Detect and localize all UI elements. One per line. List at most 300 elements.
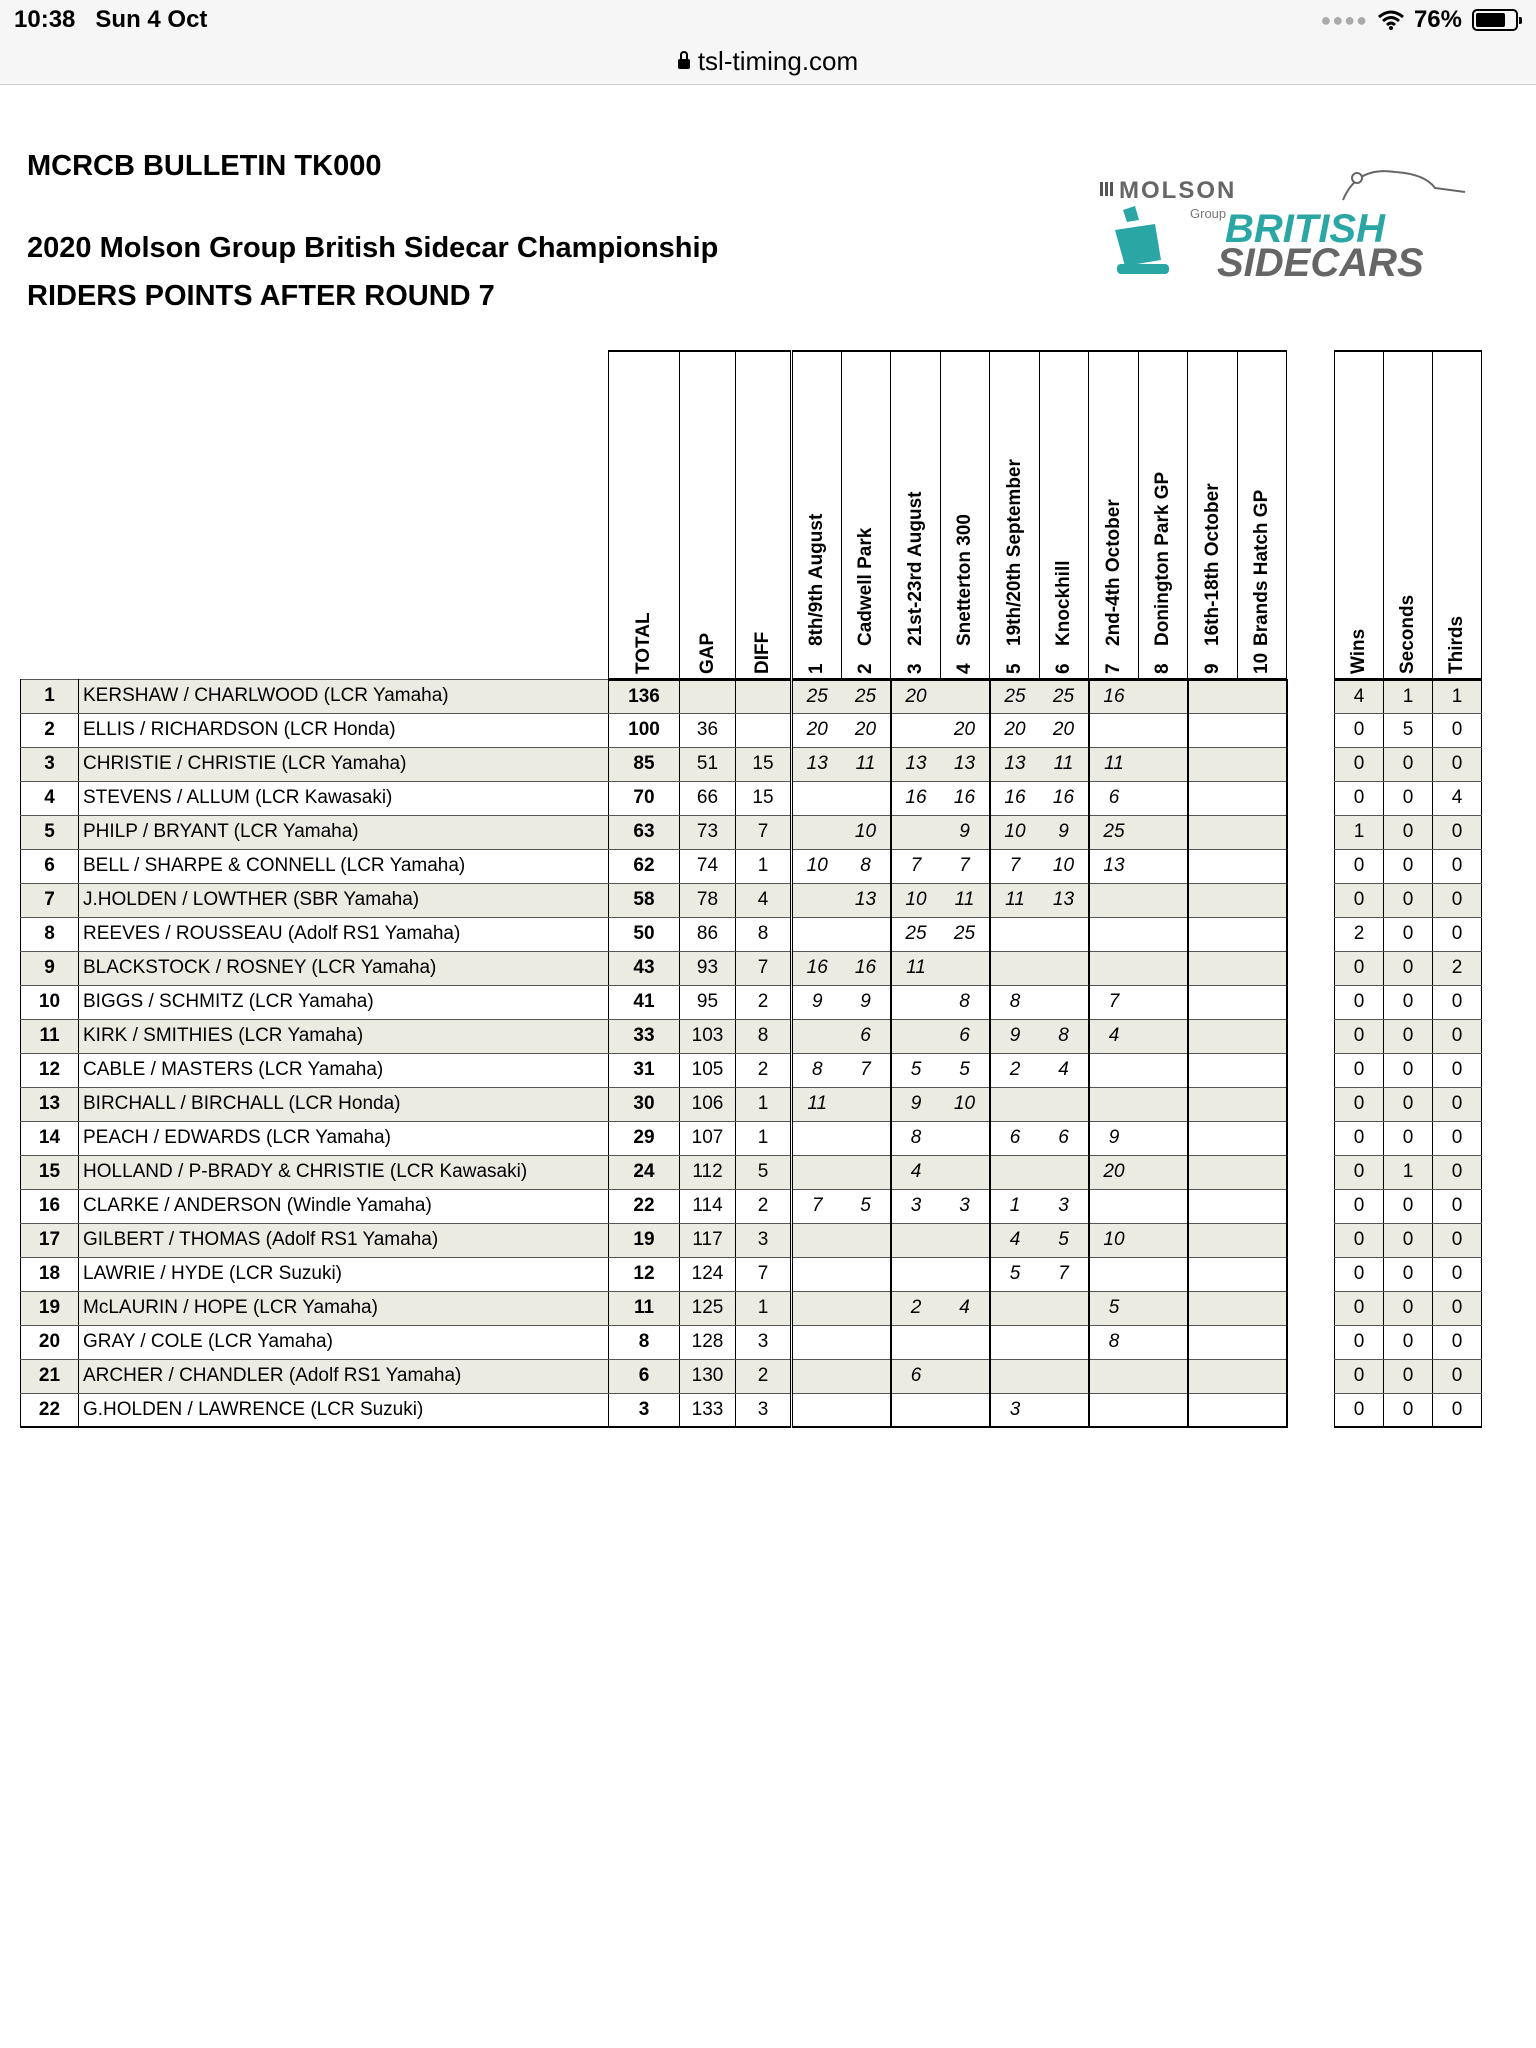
round-5-points-cell: 9 [990,1019,1040,1053]
seconds-cell: 0 [1384,781,1433,815]
round-2-points-cell [842,1121,891,1155]
round-2-points-cell: 10 [842,815,891,849]
lock-icon [678,59,690,69]
round-3-points-cell: 2 [891,1291,941,1325]
wins-cell: 0 [1335,713,1384,747]
round-2-points-cell: 13 [842,883,891,917]
gap-cell [680,679,736,713]
gap-cell: 114 [680,1189,736,1223]
gap-cell: 66 [680,781,736,815]
round-10-points-cell [1238,1121,1287,1155]
thirds-cell: 0 [1433,713,1482,747]
round-4-points-cell: 16 [941,781,990,815]
round-2-points-cell [842,1087,891,1121]
round-9-points-cell [1188,815,1238,849]
total-points-cell: 100 [609,713,680,747]
position-cell: 13 [21,1087,79,1121]
thirds-cell: 0 [1433,985,1482,1019]
round-6-points-cell [1040,1291,1089,1325]
round-3-points-cell: 16 [891,781,941,815]
rider-name-cell: BIGGS / SCHMITZ (LCR Yamaha) [79,985,609,1019]
standings-table [20,350,1482,1428]
wins-cell: 0 [1335,1053,1384,1087]
table-row [21,1359,1482,1393]
round-8-points-cell [1139,985,1188,1019]
round-8-points-cell [1139,951,1188,985]
round-1-points-cell: 13 [792,747,842,781]
total-points-cell: 50 [609,917,680,951]
wins-cell: 0 [1335,883,1384,917]
round-8-points-cell [1139,1257,1188,1291]
round-5-points-cell: 7 [990,849,1040,883]
round-1-points-cell [792,883,842,917]
round-8-points-cell [1139,1121,1188,1155]
col-wins: Wins [1335,351,1384,679]
col-round-3: 321st-23rd August [891,351,941,679]
round-8-points-cell [1139,1325,1188,1359]
gap-cell: 133 [680,1393,736,1427]
gap-cell: 125 [680,1291,736,1325]
round-5-points-cell [990,1291,1040,1325]
round-5-points-cell: 25 [990,679,1040,713]
thirds-cell: 0 [1433,1189,1482,1223]
round-4-points-cell [941,1359,990,1393]
round-7-points-cell [1089,1189,1139,1223]
wins-cell: 0 [1335,1359,1384,1393]
position-cell: 18 [21,1257,79,1291]
round-4-points-cell: 9 [941,815,990,849]
round-4-points-cell: 13 [941,747,990,781]
round-5-points-cell: 16 [990,781,1040,815]
round-9-points-cell [1188,679,1238,713]
col-round-5: 519th/20th September [990,351,1040,679]
round-6-points-cell: 3 [1040,1189,1089,1223]
table-row [21,1257,1482,1291]
round-9-points-cell [1188,1053,1238,1087]
seconds-cell: 0 [1384,985,1433,1019]
round-4-points-cell [941,951,990,985]
rider-name-cell: J.HOLDEN / LOWTHER (SBR Yamaha) [79,883,609,917]
col-diff: DIFF [736,351,792,679]
thirds-cell: 0 [1433,883,1482,917]
round-4-points-cell: 4 [941,1291,990,1325]
round-10-points-cell [1238,679,1287,713]
rider-name-cell: CHRISTIE / CHRISTIE (LCR Yamaha) [79,747,609,781]
wins-cell: 0 [1335,1121,1384,1155]
round-7-points-cell: 11 [1089,747,1139,781]
wins-cell: 0 [1335,1019,1384,1053]
thirds-cell: 0 [1433,1257,1482,1291]
diff-cell: 8 [736,1019,792,1053]
round-4-points-cell [941,1393,990,1427]
round-6-points-cell: 16 [1040,781,1089,815]
round-4-points-cell: 6 [941,1019,990,1053]
col-round-1: 18th/9th August [792,351,842,679]
position-cell: 6 [21,849,79,883]
round-1-points-cell: 7 [792,1189,842,1223]
round-10-points-cell [1238,713,1287,747]
championship-title: 2020 Molson Group British Sidecar Championship [27,232,719,264]
seconds-cell: 0 [1384,1121,1433,1155]
round-3-points-cell: 4 [891,1155,941,1189]
wifi-icon [1378,10,1404,30]
rider-name-cell: BLACKSTOCK / ROSNEY (LCR Yamaha) [79,951,609,985]
table-row [21,1325,1482,1359]
diff-cell [736,679,792,713]
round-2-points-cell: 9 [842,985,891,1019]
url-text: tsl-timing.com [697,46,859,76]
round-6-points-cell [1040,1393,1089,1427]
col-round-4: 4Snetterton 300 [941,351,990,679]
round-7-points-cell: 10 [1089,1223,1139,1257]
total-points-cell: 19 [609,1223,680,1257]
wins-cell: 2 [1335,917,1384,951]
rider-name-cell: CLARKE / ANDERSON (Windle Yamaha) [79,1189,609,1223]
rider-name-cell: PEACH / EDWARDS (LCR Yamaha) [79,1121,609,1155]
diff-cell: 2 [736,1189,792,1223]
wins-cell: 4 [1335,679,1384,713]
round-3-points-cell: 13 [891,747,941,781]
total-points-cell: 22 [609,1189,680,1223]
round-10-points-cell [1238,1325,1287,1359]
round-1-points-cell: 20 [792,713,842,747]
round-5-points-cell: 10 [990,815,1040,849]
seconds-cell: 0 [1384,1359,1433,1393]
round-6-points-cell [1040,985,1089,1019]
round-8-points-cell [1139,849,1188,883]
round-1-points-cell [792,1393,842,1427]
total-points-cell: 136 [609,679,680,713]
round-1-points-cell [792,1019,842,1053]
round-3-points-cell [891,815,941,849]
round-8-points-cell [1139,1359,1188,1393]
col-round-10: 10Brands Hatch GP [1238,351,1287,679]
round-7-points-cell: 13 [1089,849,1139,883]
round-9-points-cell [1188,1019,1238,1053]
round-6-points-cell: 4 [1040,1053,1089,1087]
seconds-cell: 0 [1384,815,1433,849]
round-5-points-cell [990,917,1040,951]
total-points-cell: 63 [609,815,680,849]
round-5-points-cell: 8 [990,985,1040,1019]
thirds-cell: 0 [1433,1393,1482,1427]
round-7-points-cell: 16 [1089,679,1139,713]
position-cell: 22 [21,1393,79,1427]
header-row [21,351,1482,679]
seconds-cell: 0 [1384,1189,1433,1223]
diff-cell: 1 [736,1087,792,1121]
wins-cell: 1 [1335,815,1384,849]
round-6-points-cell: 7 [1040,1257,1089,1291]
gap-cell: 107 [680,1121,736,1155]
round-10-points-cell [1238,1053,1287,1087]
table-row [21,951,1482,985]
round-10-points-cell [1238,849,1287,883]
logo-molson: MOLSON [1119,177,1237,204]
round-5-points-cell: 3 [990,1393,1040,1427]
round-3-points-cell [891,1019,941,1053]
round-7-points-cell: 4 [1089,1019,1139,1053]
round-6-points-cell: 10 [1040,849,1089,883]
round-4-points-cell [941,679,990,713]
round-2-points-cell: 7 [842,1053,891,1087]
diff-cell: 5 [736,1155,792,1189]
rider-name-cell: LAWRIE / HYDE (LCR Suzuki) [79,1257,609,1291]
round-7-points-cell: 25 [1089,815,1139,849]
total-points-cell: 58 [609,883,680,917]
round-10-points-cell [1238,815,1287,849]
table-row [21,815,1482,849]
round-7-points-cell [1089,951,1139,985]
round-3-points-cell: 20 [891,679,941,713]
round-9-points-cell [1188,781,1238,815]
table-row [21,1019,1482,1053]
molson-british-sidecars-logo [1095,160,1475,285]
round-1-points-cell [792,917,842,951]
round-5-points-cell [990,1087,1040,1121]
round-7-points-cell [1089,1087,1139,1121]
total-points-cell: 11 [609,1291,680,1325]
thirds-cell: 0 [1433,815,1482,849]
round-9-points-cell [1188,1087,1238,1121]
round-2-points-cell [842,1359,891,1393]
round-2-points-cell: 8 [842,849,891,883]
total-points-cell: 12 [609,1257,680,1291]
total-points-cell: 85 [609,747,680,781]
gap-cell: 74 [680,849,736,883]
total-points-cell: 62 [609,849,680,883]
round-1-points-cell [792,781,842,815]
gap-cell: 36 [680,713,736,747]
round-1-points-cell [792,815,842,849]
table-row [21,1291,1482,1325]
table-row [21,713,1482,747]
round-4-points-cell: 5 [941,1053,990,1087]
round-1-points-cell [792,1291,842,1325]
total-points-cell: 29 [609,1121,680,1155]
round-7-points-cell: 9 [1089,1121,1139,1155]
round-5-points-cell: 6 [990,1121,1040,1155]
battery-percent: 76% [1413,6,1462,33]
round-6-points-cell [1040,917,1089,951]
col-round-9: 916th-18th October [1188,351,1238,679]
round-6-points-cell [1040,1155,1089,1189]
wins-cell: 0 [1335,849,1384,883]
status-time: 10:38 [14,6,76,33]
round-8-points-cell [1139,1019,1188,1053]
round-3-points-cell: 7 [891,849,941,883]
round-5-points-cell [990,1325,1040,1359]
status-date: Sun 4 Oct [95,6,208,33]
gap-cell: 124 [680,1257,736,1291]
round-2-points-cell: 6 [842,1019,891,1053]
round-8-points-cell [1139,713,1188,747]
round-7-points-cell: 6 [1089,781,1139,815]
round-9-points-cell [1188,1155,1238,1189]
diff-cell: 1 [736,849,792,883]
rider-name-cell: REEVES / ROUSSEAU (Adolf RS1 Yamaha) [79,917,609,951]
thirds-cell: 1 [1433,679,1482,713]
position-cell: 2 [21,713,79,747]
round-1-points-cell [792,1155,842,1189]
round-2-points-cell [842,1291,891,1325]
round-6-points-cell: 20 [1040,713,1089,747]
wins-cell: 0 [1335,1393,1384,1427]
round-3-points-cell: 5 [891,1053,941,1087]
round-1-points-cell [792,1257,842,1291]
position-cell: 1 [21,679,79,713]
round-3-points-cell [891,1223,941,1257]
round-4-points-cell [941,1257,990,1291]
round-9-points-cell [1188,747,1238,781]
round-1-points-cell: 16 [792,951,842,985]
round-8-points-cell [1139,1291,1188,1325]
gap-cell: 105 [680,1053,736,1087]
total-points-cell: 33 [609,1019,680,1053]
round-7-points-cell: 20 [1089,1155,1139,1189]
col-seconds: Seconds [1384,351,1433,679]
position-cell: 5 [21,815,79,849]
round-3-points-cell: 25 [891,917,941,951]
position-cell: 16 [21,1189,79,1223]
thirds-cell: 0 [1433,849,1482,883]
round-2-points-cell [842,1155,891,1189]
seconds-cell: 0 [1384,883,1433,917]
round-5-points-cell: 5 [990,1257,1040,1291]
col-round-8: 8Donington Park GP [1139,351,1188,679]
round-9-points-cell [1188,917,1238,951]
thirds-cell: 4 [1433,781,1482,815]
diff-cell: 3 [736,1223,792,1257]
gap-cell: 103 [680,1019,736,1053]
seconds-cell: 0 [1384,1087,1433,1121]
rider-name-cell: ARCHER / CHANDLER (Adolf RS1 Yamaha) [79,1359,609,1393]
round-3-points-cell: 3 [891,1189,941,1223]
status-right [1320,6,1518,34]
thirds-cell: 0 [1433,1223,1482,1257]
table-row [21,1393,1482,1427]
round-10-points-cell [1238,1291,1287,1325]
round-10-points-cell [1238,985,1287,1019]
round-6-points-cell: 9 [1040,815,1089,849]
round-3-points-cell [891,985,941,1019]
round-1-points-cell: 9 [792,985,842,1019]
col-round-6: 6Knockhill [1040,351,1089,679]
round-8-points-cell [1139,747,1188,781]
round-5-points-cell [990,1155,1040,1189]
wins-cell: 0 [1335,985,1384,1019]
round-7-points-cell: 7 [1089,985,1139,1019]
position-cell: 14 [21,1121,79,1155]
seconds-cell: 0 [1384,1257,1433,1291]
gap-cell: 117 [680,1223,736,1257]
round-3-points-cell [891,1257,941,1291]
round-9-points-cell [1188,1291,1238,1325]
gap-cell: 86 [680,917,736,951]
seconds-cell: 0 [1384,1223,1433,1257]
diff-cell: 4 [736,883,792,917]
round-9-points-cell [1188,1257,1238,1291]
seconds-cell: 1 [1384,679,1433,713]
round-10-points-cell [1238,1155,1287,1189]
round-3-points-cell: 6 [891,1359,941,1393]
thirds-cell: 0 [1433,1155,1482,1189]
wins-cell: 0 [1335,1087,1384,1121]
thirds-cell: 0 [1433,1325,1482,1359]
col-round-7: 72nd-4th October [1089,351,1139,679]
round-7-points-cell: 8 [1089,1325,1139,1359]
position-cell: 8 [21,917,79,951]
col-round-2: 2Cadwell Park [842,351,891,679]
gap-cell: 112 [680,1155,736,1189]
col-thirds: Thirds [1433,351,1482,679]
thirds-cell: 0 [1433,747,1482,781]
logo-sidecars: SIDECARS [1217,241,1424,285]
round-8-points-cell [1139,883,1188,917]
thirds-cell: 0 [1433,917,1482,951]
total-points-cell: 30 [609,1087,680,1121]
gap-cell: 130 [680,1359,736,1393]
round-2-points-cell: 11 [842,747,891,781]
round-2-points-cell [842,1325,891,1359]
gap-cell: 95 [680,985,736,1019]
total-points-cell: 43 [609,951,680,985]
diff-cell: 2 [736,1053,792,1087]
round-8-points-cell [1139,917,1188,951]
round-2-points-cell: 20 [842,713,891,747]
seconds-cell: 0 [1384,1393,1433,1427]
round-5-points-cell: 20 [990,713,1040,747]
table-row [21,1223,1482,1257]
round-8-points-cell [1139,815,1188,849]
rider-name-cell: BELL / SHARPE & CONNELL (LCR Yamaha) [79,849,609,883]
position-cell: 19 [21,1291,79,1325]
rider-name-cell: KIRK / SMITHIES (LCR Yamaha) [79,1019,609,1053]
rider-name-cell: KERSHAW / CHARLWOOD (LCR Yamaha) [79,679,609,713]
url-display[interactable] [0,46,1536,77]
round-4-points-cell [941,1325,990,1359]
round-6-points-cell [1040,951,1089,985]
wins-cell: 0 [1335,1325,1384,1359]
position-cell: 9 [21,951,79,985]
round-10-points-cell [1238,1393,1287,1427]
table-row [21,883,1482,917]
round-10-points-cell [1238,883,1287,917]
diff-cell: 8 [736,917,792,951]
round-10-points-cell [1238,1189,1287,1223]
round-2-points-cell: 16 [842,951,891,985]
round-3-points-cell: 9 [891,1087,941,1121]
round-5-points-cell [990,1359,1040,1393]
thirds-cell: 0 [1433,1053,1482,1087]
round-4-points-cell: 8 [941,985,990,1019]
diff-cell [736,713,792,747]
round-1-points-cell [792,1325,842,1359]
table-row [21,679,1482,713]
rider-name-cell: CABLE / MASTERS (LCR Yamaha) [79,1053,609,1087]
round-9-points-cell [1188,883,1238,917]
round-6-points-cell [1040,1325,1089,1359]
round-5-points-cell: 4 [990,1223,1040,1257]
standings-subtitle: RIDERS POINTS AFTER ROUND 7 [27,280,495,312]
wins-cell: 0 [1335,781,1384,815]
table-row [21,781,1482,815]
wins-cell: 0 [1335,1189,1384,1223]
round-6-points-cell: 13 [1040,883,1089,917]
round-5-points-cell: 11 [990,883,1040,917]
rider-name-cell: STEVENS / ALLUM (LCR Kawasaki) [79,781,609,815]
browser-url-bar[interactable] [0,42,1536,85]
